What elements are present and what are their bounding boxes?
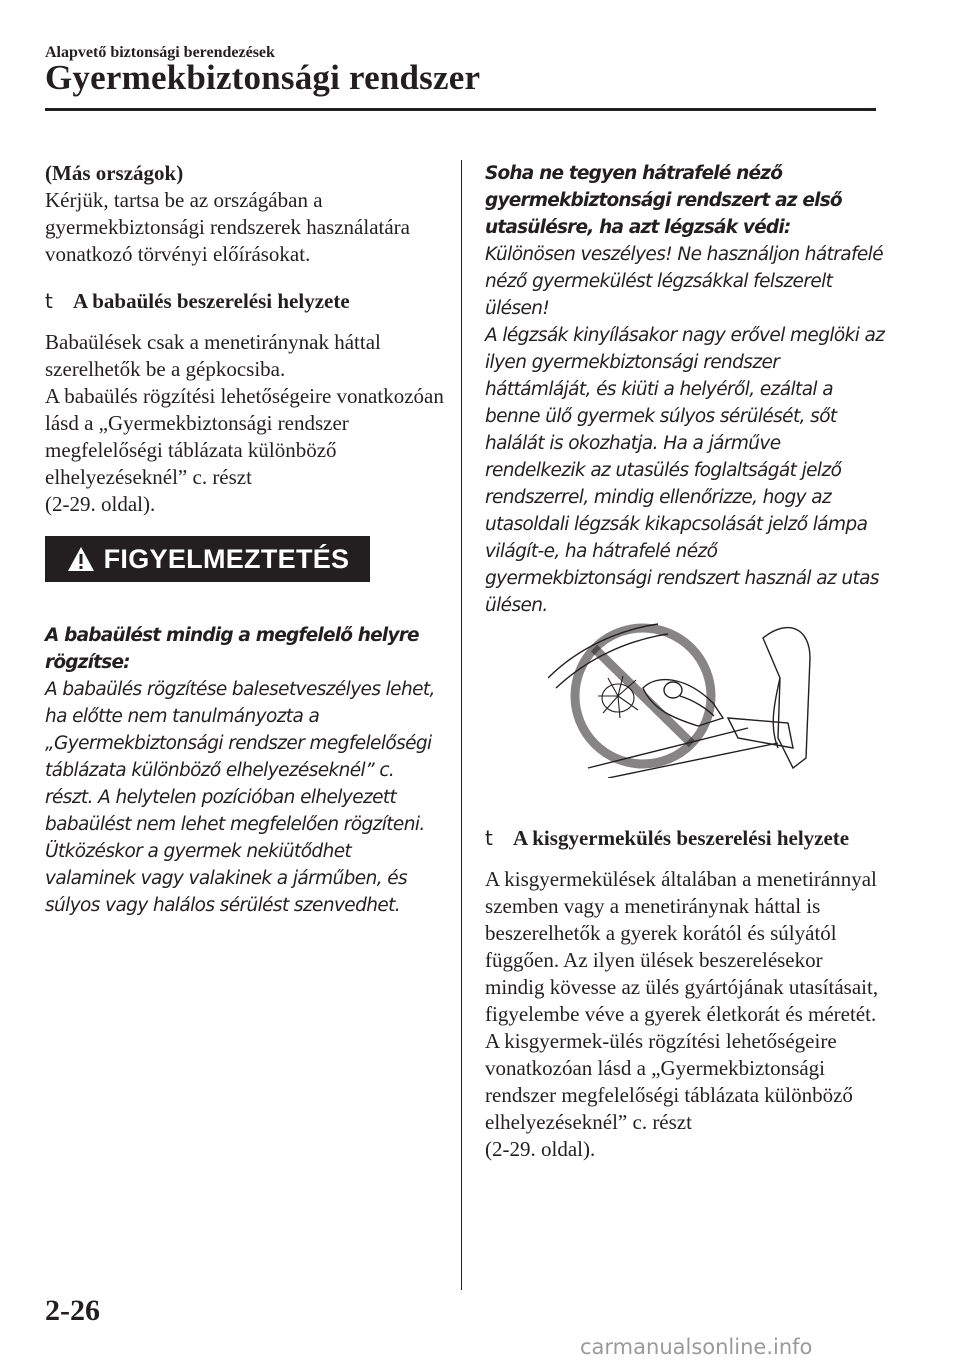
airbag-warning-illustration — [548, 618, 818, 778]
watermark: carmanualsonline.info — [580, 1335, 813, 1359]
bullet-icon: t — [485, 826, 493, 850]
left-column — [45, 160, 445, 919]
bullet-icon: t — [45, 289, 53, 313]
subhead-child-seat — [485, 825, 885, 852]
child-seat-text: A kisgyermekülések általában a menetiránnyal szemben vagy a menetiránynak háttal is beszerelhetők a gyerek korától és súlyától függően. Az ilyen ülések beszerelésekor mindig kövesse az ülés gyártójának utasításait, figyelembe véve a gyerek életkorát és méretét. A kisgyermek-ülés rögzítési lehetőségeire vonatkozóan lásd a „Gyermekbiztonsági rendszer megfelelőségi táblázata különböző elhelyezéseknél” c. részt (2-29. oldal). — [485, 867, 879, 1161]
warning-banner — [45, 536, 370, 582]
page-number: 2-26 — [45, 1294, 100, 1327]
left-warning-text: A babaülés rögzítése balesetveszélyes lehet, ha előtte nem tanulmányozta a „Gyermekbiztonsági rendszer megfelelőségi táblázata különböző elhelyezéseknél” c. részt. A helytelen pozícióban elhelyezett babaülést nem lehet megfelelően rögzíteni. Ütközéskor a gyermek nekiütődhet valaminek vagy valakinek a járműben, és súlyos vagy halálos sérülést szenvedhet. — [45, 679, 435, 916]
baby-seat-text: Babaülések csak a menetiránynak háttal szerelhetők be a gépkocsiba. A babaülés rögzítési lehetőségeire vonatkozóan lásd a „Gyermekbiztonsági rendszer megfelelőségi táblázata különböző elhelyezéseknél” c. részt (2-29. oldal). — [45, 330, 444, 516]
subhead-baby-seat-label: A babaülés beszerelési helyzete — [73, 289, 350, 313]
column-divider — [461, 160, 462, 1290]
other-countries-title: (Más országok) — [45, 161, 184, 185]
breadcrumb: Alapvető biztonsági berendezések — [45, 44, 275, 61]
warning-triangle-icon — [66, 545, 96, 573]
other-countries-text: Kérjük, tartsa be az országában a gyermekbiztonsági rendszerek használatára vonatkozó törvényi előírásokat. — [45, 188, 410, 266]
left-warning-block — [45, 622, 445, 919]
warning-label: FIGYELMEZTETÉS — [103, 543, 350, 574]
right-warning-heading: Soha ne tegyen hátrafelé néző gyermekbiztonsági rendszert az első utasülésre, ha azt légzsák védi: — [485, 163, 842, 238]
subhead-child-seat-label: A kisgyermekülés beszerelési helyzete — [513, 826, 850, 850]
title-rule — [45, 108, 876, 111]
page-title: Gyermekbiztonsági rendszer — [45, 58, 481, 97]
right-warning-text: Különösen veszélyes! Ne használjon hátrafelé néző gyermekülést légzsákkal felszerelt ülésen! A légzsák kinyílásakor nagy erővel meglöki az ilyen gyermekbiztonsági rendszer háttámláját, és kiüti a helyéről, ezáltal a benne ülő gyermek súlyos sérülését, sőt halálát is okozhatja. Ha a járműve rendelkezik az utasülés foglaltságát jelző rendszerrel, mindig ellenőrizze, hogy az utasoldali légzsák kikapcsolását jelző lámpa világít-e, ha hátrafelé néző gyermekbiztonsági rendszert használ az utas ülésen. — [485, 244, 885, 616]
subhead-baby-seat — [45, 288, 445, 315]
left-warning-heading: A babaülést mindig a megfelelő helyre rögzítse: — [45, 625, 419, 673]
